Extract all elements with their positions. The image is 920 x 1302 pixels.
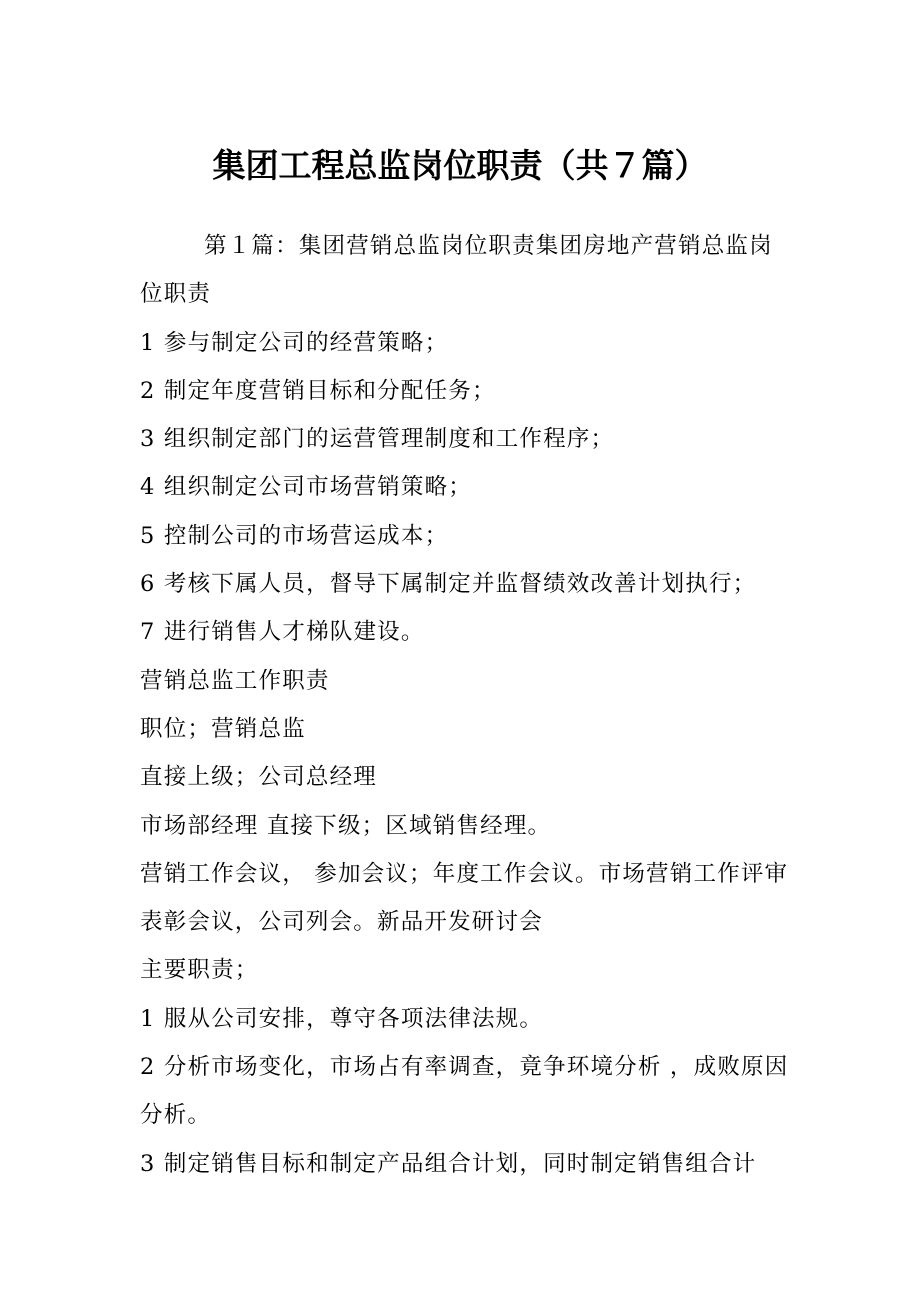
paragraph: 3 组织制定部门的运营管理制度和工作程序； [140,426,615,453]
document-title: 集团工程总监岗位职责（共７篇） [212,146,708,185]
paragraph: 2 分析市场变化，市场占有率调查，竟争环境分析 ，成败原因分析。 [140,1054,789,1129]
paragraph-chapter-heading: 第１篇：集团营销总监岗位职责集团房地产营销总监岗位职责 [140,233,773,308]
paragraph: 7 进行销售人才梯队建设。 [140,619,425,646]
paragraph: 3 制定销售目标和制定产品组合计划，同时制定销售组合计 [140,1150,757,1177]
paragraph: 市场部经理 直接下级；区域销售经理。 [140,812,552,839]
paragraph: 2 制定年度营销目标和分配任务； [140,377,496,404]
paragraph: 营销工作会议， 参加会议；年度工作会议。市场营销工作评审表彰会议，公司列会。新品开发研讨会 [140,860,789,936]
paragraph: 6 考核下属人员，督导下属制定并监督绩效改善计划执行； [140,571,757,598]
paragraph: 4 组织制定公司市场营销策略； [140,474,472,501]
paragraph: 主要职责； [140,957,259,984]
paragraph: 5 控制公司的市场营运成本； [140,522,449,549]
paragraph: 职位；营销总监 [140,715,306,742]
paragraph: 直接上级；公司总经理 [140,764,378,791]
paragraph: 1 参与制定公司的经营策略； [140,329,449,356]
paragraph: 营销总监工作职责 [140,667,330,694]
document-body [140,222,790,1188]
paragraph: 1 服从公司安排，尊守各项法律法规。 [140,1005,544,1032]
